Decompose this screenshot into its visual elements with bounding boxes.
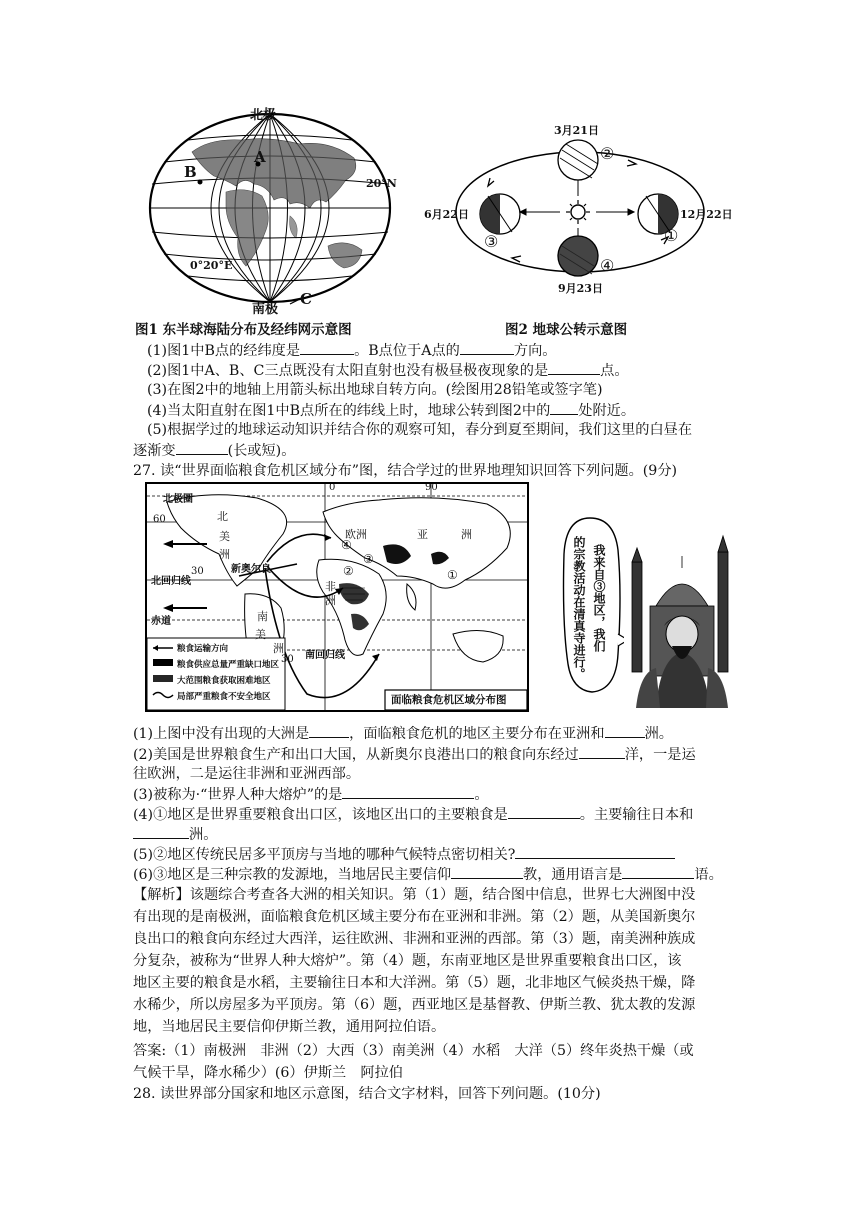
answer-blank[interactable] (309, 723, 349, 738)
q26-line-2: (2)图1中A、B、C三点既没有太阳直射也没有极昼极夜现象的是 点。 (147, 360, 629, 381)
q27-line-7: (5)②地区传统民居多平顶房与当地的哪种气候特点密切相关? (133, 844, 675, 865)
map-label-europe: 欧洲 (345, 528, 367, 541)
speech-text-col-1: 我来自③地区，我们 (592, 544, 606, 652)
analysis-line-1: 【解析】该题综合考查各大洲的相关知识。第（1）题，结合图中信息，世界七大洲图中没 (133, 887, 696, 903)
analysis-line-3: 良出口的粮食向东经过大西洋，运往欧洲、非洲和亚洲的西部。第（3）题，南美洲种族成 (133, 931, 696, 947)
figure-2-orbit (420, 124, 740, 298)
legend-item-shortage: 粮食供应总量严重缺口地区 (177, 660, 280, 670)
legend-item-insecurity: 局部严重粮食不安全地区 (177, 692, 271, 702)
globe-graphic (140, 106, 400, 316)
map-label-sa2: 美 (255, 628, 266, 641)
q26-line-1: (1)图1中B点的经纬度是 。B点位于A点的 方向。 (147, 340, 556, 361)
analysis-line-7: 地，当地居民主要信仰伊斯兰教，通用阿拉伯语。 (133, 1019, 446, 1035)
map-label-sa1: 南 (257, 610, 268, 623)
mosque-figure-image (626, 522, 738, 708)
point-c-label: C (300, 290, 312, 308)
map-label-lon0: 0 (329, 482, 336, 493)
map-label-africa1: 非 (325, 580, 336, 593)
speech-text-col-2: 的宗教活动在清真寺进行。 (572, 536, 586, 680)
map-label-na3: 洲 (219, 548, 230, 561)
analysis-line-5: 地区主要的粮食是水稻，主要输往日本和大洋洲。第（5）题，北非地区气候炎热干燥，降 (133, 975, 696, 991)
orbit-marker-2: ② (600, 144, 615, 163)
speech-bubble (560, 514, 624, 696)
map-label-lon90: 90 (425, 482, 438, 493)
answer-blank[interactable] (133, 824, 189, 839)
point-b-label: B (184, 163, 197, 181)
orbit-marker-3: ③ (484, 232, 499, 251)
orbit-marker-1: ① (664, 226, 679, 245)
q27-line-2: (2)美国是世界粮食生产和出口大国，从新奥尔良港出口的粮食向东经过 洋，一是运 (133, 744, 696, 765)
answer-blank[interactable] (300, 340, 354, 355)
orbit-marker-4: ④ (600, 256, 615, 275)
q27-line-4: (3)被称为·“世界人种大熔炉”的是 。 (133, 784, 489, 805)
point-a-label: A (254, 148, 266, 166)
date-label-dec22: 12月22日 (680, 208, 733, 221)
map-label-na2: 美 (219, 530, 230, 543)
answer-blank[interactable] (176, 440, 228, 455)
north-pole-label: 北极 (250, 108, 277, 123)
answer-line-1: 答案:（1）南极洲 非洲（2）大西（3）南美洲（4）水稻 大洋（5）终年炎热干燥（或 (133, 1043, 694, 1059)
map-label-lat60: 60 (153, 514, 166, 525)
map-marker-3: ③ (363, 552, 374, 566)
south-pole-label: 南极 (252, 302, 279, 317)
q28-title: 28. 读世界部分国家和地区示意图，结合文字材料，回答下列问题。(10分) (133, 1086, 601, 1102)
answer-blank[interactable] (508, 804, 580, 819)
map-label-na1: 北 (217, 510, 228, 523)
lonlat-label: 0°20°E (190, 259, 233, 272)
map-marker-1: ① (447, 568, 458, 582)
figure-2-caption: 图2 地球公转示意图 (505, 322, 628, 338)
map-label-arctic-circle: 北极圈 (163, 494, 193, 505)
q26-line-4: (4)当太阳直射在图1中B点所在的纬线上时，地球公转到图2中的 处附近。 (147, 400, 635, 421)
mosque-illustration (626, 522, 738, 708)
analysis-line-2: 有出现的是南极洲，面临粮食危机区域主要分布在亚洲和非洲。第（2）题，从美国新奥尔 (133, 909, 696, 925)
map-label-asia2: 洲 (461, 528, 472, 541)
figure-1-globe (140, 106, 400, 316)
answer-blank[interactable] (622, 864, 694, 879)
q27-line-6: 洲。 (133, 824, 217, 845)
q27-title: 27. 读“世界面临粮食危机区域分布”图，结合学过的世界地理知识回答下列问题。(9分) (133, 463, 678, 479)
food-crisis-map (145, 482, 529, 712)
q27-line-1: (1)上图中没有出现的大洲是 ，面临粮食危机的地区主要分布在亚洲和 洲。 (133, 723, 673, 744)
map-label-lat30s: 30 (281, 654, 294, 665)
answer-blank[interactable] (460, 340, 514, 355)
q26-line-5: (5)根据学过的地球运动知识并结合你的观察可知，春分到夏至期间，我们这里的白昼在 (147, 422, 693, 438)
map-label-lat30: 30 (191, 566, 204, 577)
q27-line-5: (4)①地区是世界重要粮食出口区，该地区出口的主要粮食是 。主要输往日本和 (133, 804, 693, 825)
q26-line-6: 逐渐变 (长或短)。 (133, 440, 295, 461)
map-title: 面临粮食危机区域分布图 (391, 694, 507, 706)
q27-line-8: (6)③地区是三种宗教的发源地，当地居民主要信仰 教，通用语言是 语。 (133, 864, 723, 885)
date-label-jun22: 6月22日 (424, 208, 469, 221)
answer-blank[interactable] (579, 744, 625, 759)
map-marker-4: ④ (341, 538, 352, 552)
answer-blank[interactable] (550, 400, 578, 415)
analysis-line-4: 分复杂，被称为“世界人种大熔炉”。第（4）题，东南亚地区是世界重要粮食出口区，该 (133, 953, 682, 969)
answer-blank[interactable] (605, 723, 645, 738)
map-label-tropic-s: 南回归线 (305, 650, 345, 661)
date-label-mar21: 3月21日 (554, 124, 599, 137)
answer-blank[interactable] (515, 844, 675, 859)
legend-item-difficulty: 大范围粮食获取困难地区 (177, 676, 271, 686)
legend-item-route: 粮食运输方向 (177, 644, 229, 654)
map-label-sa3: 洲 (273, 642, 284, 655)
answer-blank[interactable] (548, 360, 600, 375)
figure-1-caption: 图1 东半球海陆分布及经纬网示意图 (135, 322, 352, 338)
map-label-equator: 赤道 (151, 616, 171, 627)
answer-blank[interactable] (342, 784, 474, 799)
analysis-line-6: 水稀少，所以房屋多为平顶房。第（6）题，西亚地区是基督教、伊斯兰教、犹太教的发源 (133, 997, 696, 1013)
date-label-sep23: 9月23日 (558, 282, 603, 295)
answer-line-2: 气候干旱，降水稀少）(6）伊斯兰 阿拉伯 (133, 1065, 403, 1081)
q27-line-3: 往欧洲，二是运往非洲和亚洲西部。 (133, 766, 361, 782)
map-label-neworleans: 新奥尔良 (231, 564, 271, 575)
map-marker-2: ② (343, 564, 354, 578)
map-label-africa2: 洲 (325, 594, 336, 607)
sun-icon (566, 200, 590, 224)
map-label-tropic-n: 北回归线 (151, 576, 191, 587)
answer-blank[interactable] (451, 864, 523, 879)
q26-line-3: (3)在图2中的地轴上用箭头标出地球自转方向。(绘图用28铅笔或签字笔) (147, 382, 603, 398)
lat-20n-label: 20°N (366, 177, 397, 190)
map-label-asia1: 亚 (417, 528, 428, 541)
